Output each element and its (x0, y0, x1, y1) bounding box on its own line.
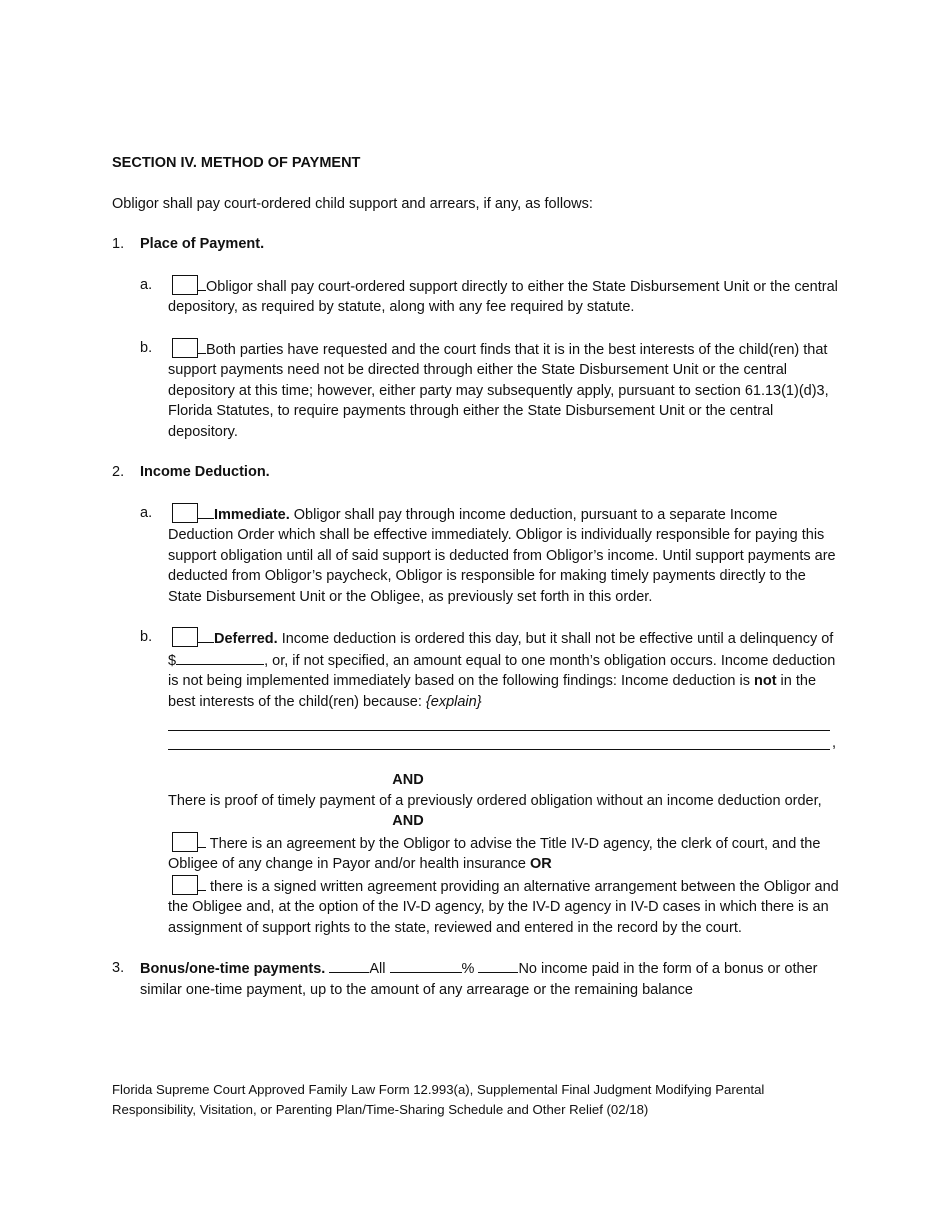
option-text: in the best interests of the child(ren) because: (168, 673, 817, 710)
option-text: Income deduction is ordered this day, but it shall not be effective until a delinquency of $ (168, 631, 834, 669)
blank-line (198, 339, 206, 354)
all-field[interactable] (329, 958, 369, 973)
item-letter: b. (140, 629, 153, 645)
item-number: 3. (112, 960, 125, 976)
item-letter: b. (140, 339, 153, 356)
form-footer: Florida Supreme Court Approved Family Law Form 12.993(a), Supplemental Final Judgment Modifying Parental Responsibility, Visitation, or Parenting Plan/Time-Sharing Schedule and Other Relief (02/18) (112, 1082, 765, 1117)
option-text: No income paid in the form of a bonus or other similar one-time payment, up to the amount of any arrearage or the remaining balance (140, 961, 818, 998)
explain-line-1[interactable] (168, 712, 830, 731)
option-text: there is a signed written agreement providing an alternative arrangement between the Obligor and the Obligee and, at the option of the IV-D agency, by the IV-D agency in IV-D cases in which there is an assignment of support rights to the state, reviewed and entered in the record by the court. (168, 878, 839, 936)
item-title: Bonus/one-time payments. (140, 961, 326, 977)
checkbox-written-agreement[interactable] (172, 875, 198, 895)
item-number: 1. (112, 236, 125, 252)
option-text: There is an agreement by the Obligor to advise the Title IV-D agency, the clerk of court, and the Obligee of any change in Payor and/or health insurance (168, 835, 821, 872)
item-2a (140, 503, 842, 608)
option-label: Immediate. (214, 506, 290, 523)
option-text: Obligor shall pay court-ordered support directly to either the State Disbursement Unit or the central depository, as required by statute, along with any fee required by statute. (168, 278, 838, 315)
item-letter: a. (140, 276, 153, 293)
percent-field[interactable] (390, 958, 462, 973)
option-text: Obligor shall pay through income deduction, pursuant to a separate Income Deduction Order which shall be effective immediately. Obligor is individually responsible for paying this support obligation until all of said support is deducted from Obligor’s income. Until support payments are deducted from Obligor’s paycheck, Obligor is responsible for making timely payments directly to the State Disbursement Unit or the Obligee, as previously set forth in this order. (168, 506, 836, 605)
checkbox-immediate[interactable] (172, 503, 198, 523)
all-label: All (369, 961, 386, 977)
blank-line (198, 504, 214, 519)
emphasis-not: not (753, 673, 777, 689)
item-1a (140, 275, 842, 318)
checkbox-agreement-notify[interactable] (172, 832, 198, 852)
checkbox-pay-directly[interactable] (172, 275, 198, 295)
blank-line (198, 276, 206, 291)
no-income-field[interactable] (478, 958, 518, 973)
explain-hint: {explain} (425, 693, 482, 710)
item-income-deduction (112, 462, 842, 483)
section-intro: Obligor shall pay court-ordered child support and arrears, if any, as follows: (112, 195, 593, 212)
option-label: Deferred. (214, 631, 278, 647)
blank-line (198, 833, 206, 848)
delinquency-amount-field[interactable] (176, 650, 264, 665)
form-page (112, 153, 842, 1000)
percent-label: % (461, 961, 475, 977)
or-connector: OR (529, 856, 552, 872)
item-number: 2. (112, 464, 125, 480)
item-bonus-payments (112, 958, 842, 1000)
and-connector: AND (392, 772, 424, 788)
item-title: Place of Payment. (140, 236, 265, 252)
item-letter: a. (140, 504, 153, 521)
blank-line (198, 628, 214, 643)
item-1b (140, 338, 842, 443)
item-title: Income Deduction. (140, 464, 270, 480)
option-text: , or, if not specified, an amount equal to one month’s obligation occurs. Income deduction is not being implemented immediately based on the following findings: Income deduction is (168, 652, 836, 689)
section-title: SECTION IV. METHOD OF PAYMENT (112, 155, 361, 171)
blank-line (198, 876, 206, 891)
checkbox-parties-requested[interactable] (172, 338, 198, 358)
and-connector: AND (392, 813, 424, 829)
explain-line-2[interactable]: , (168, 731, 830, 750)
item-place-of-payment (112, 234, 842, 255)
checkbox-deferred[interactable] (172, 627, 198, 647)
item-2b (140, 627, 842, 938)
option-text: Both parties have requested and the court finds that it is in the best interests of the child(ren) that support payments need not be directed through either the State Disbursement Unit or the central depository at this time; however, either party may subsequently apply, pursuant to section 61.13(1)(d)3, Florida Statutes, to require payments through either the State Disbursement Unit or the central depository. (168, 341, 829, 440)
proof-text: There is proof of timely payment of a previously ordered obligation without an income deduction order, (168, 792, 822, 809)
